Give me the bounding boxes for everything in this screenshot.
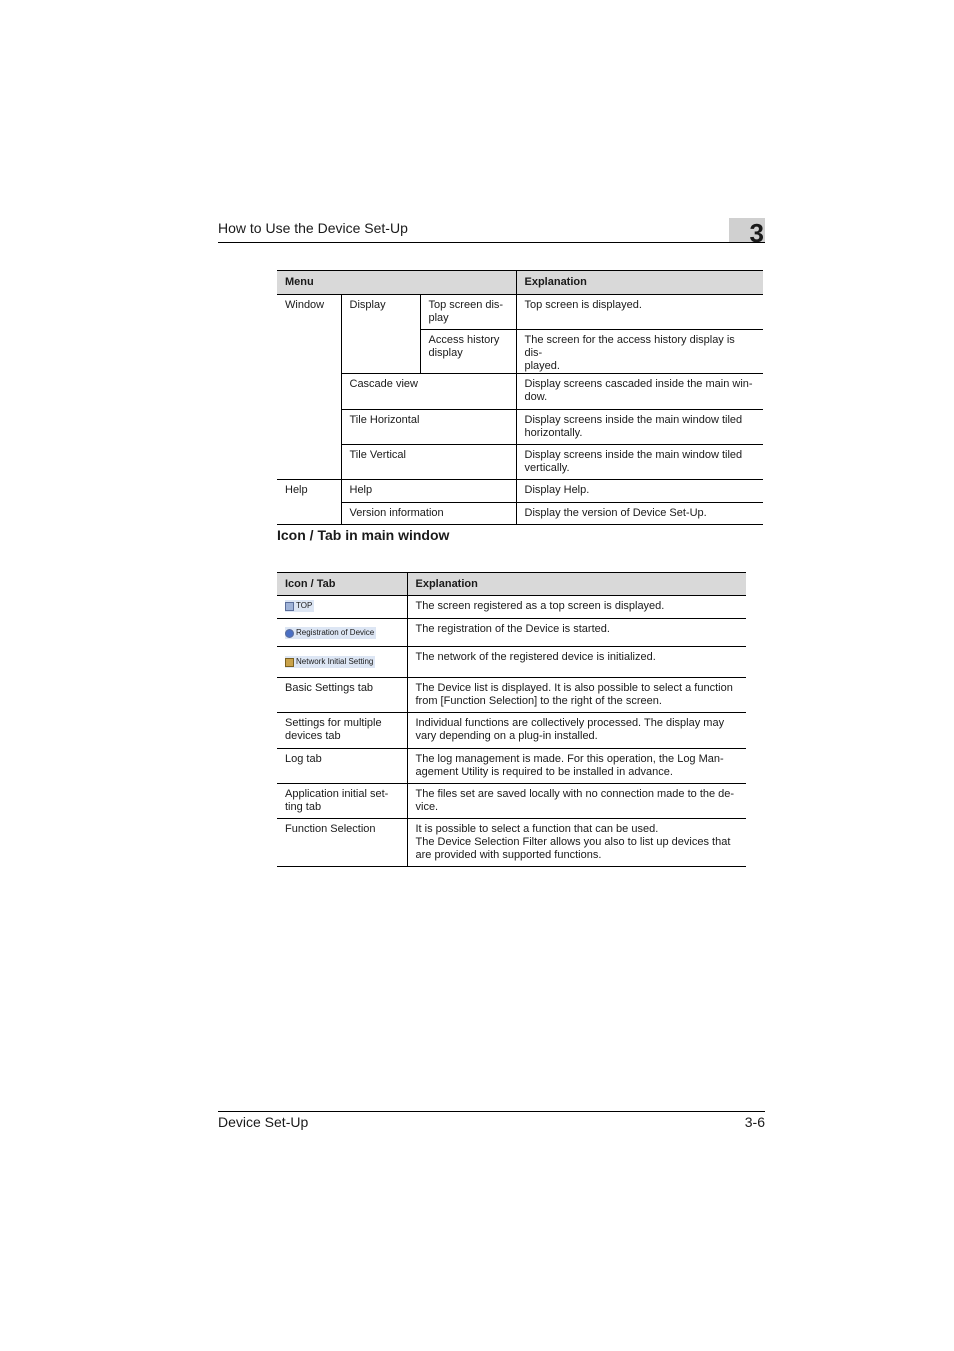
registration-button[interactable]: Registration of Device [285, 627, 376, 639]
row-explanation: The log management is made. For this operation, the Log Man- agement Utility is required to be installed in advance. [407, 749, 746, 784]
row-explanation: The files set are saved locally with no connection made to the de- vice. [407, 784, 746, 819]
header-rule [218, 242, 765, 243]
registration-icon [285, 629, 294, 638]
top-button[interactable]: TOP [285, 600, 314, 612]
section-heading: Icon / Tab in main window [277, 527, 450, 543]
menu-help-item: Help [341, 480, 516, 503]
icon-tab-table [277, 572, 746, 867]
menu-help: Help [277, 480, 341, 525]
menu-display: Display [341, 295, 420, 374]
row-explanation: The Device list is displayed. It is also possible to select a function from [Function Selection] to the right of the screen. [407, 678, 746, 713]
table-row [277, 619, 746, 647]
table-row [277, 819, 746, 867]
menu-header: Menu [277, 271, 516, 295]
menu-access-history-explanation: The screen for the access history display is dis- played. [516, 330, 763, 374]
menu-cascade: Cascade view [341, 374, 516, 410]
table-row [277, 678, 746, 713]
menu-tile-vertical-explanation: Display screens inside the main window tiled vertically. [516, 445, 763, 480]
menu-tile-vertical: Tile Vertical [341, 445, 516, 480]
menu-window: Window [277, 295, 341, 480]
row-label: Application initial set- ting tab [277, 784, 407, 819]
menu-tile-horizontal: Tile Horizontal [341, 410, 516, 445]
header-title: How to Use the Device Set-Up [218, 220, 408, 236]
row-explanation: The network of the registered device is initialized. [407, 647, 746, 678]
table-row [277, 647, 746, 678]
row-explanation: It is possible to select a function that can be used. The Device Selection Filter allows you also to list up devices that are provided with supported functions. [407, 819, 746, 867]
row-label: Log tab [277, 749, 407, 784]
network-icon [285, 658, 294, 667]
menu-help-explanation: Display Help. [516, 480, 763, 503]
row-label: Function Selection [277, 819, 407, 867]
page-number: 3-6 [744, 1114, 765, 1130]
row-explanation: The screen registered as a top screen is displayed. [407, 596, 746, 619]
row-label: Basic Settings tab [277, 678, 407, 713]
footer-rule [218, 1111, 765, 1112]
menu-version: Version information [341, 503, 516, 525]
table-row [277, 749, 746, 784]
menu-access-history: Access history display [420, 330, 516, 374]
network-setting-button[interactable]: Network Initial Setting [285, 656, 375, 668]
icon-tab-header: Icon / Tab [277, 573, 407, 596]
table-row [277, 596, 746, 619]
menu-table [277, 270, 763, 525]
menu-cascade-explanation: Display screens cascaded inside the main win- dow. [516, 374, 763, 410]
menu-tile-horizontal-explanation: Display screens inside the main window tiled horizontally. [516, 410, 763, 445]
top-icon [285, 602, 294, 611]
row-explanation: Individual functions are collectively processed. The display may vary depending on a plug-in installed. [407, 713, 746, 749]
row-explanation: The registration of the Device is started. [407, 619, 746, 647]
table-row [277, 784, 746, 819]
menu-top-screen-explanation: Top screen is displayed. [516, 295, 763, 330]
menu-version-explanation: Display the version of Device Set-Up. [516, 503, 763, 525]
menu-top-screen: Top screen dis- play [420, 295, 516, 330]
table-row [277, 713, 746, 749]
footer-title: Device Set-Up [218, 1114, 309, 1130]
explanation-header: Explanation [516, 271, 763, 295]
chapter-number: 3 [729, 218, 765, 243]
row-label: Settings for multiple devices tab [277, 713, 407, 749]
icon-explanation-header: Explanation [407, 573, 746, 596]
